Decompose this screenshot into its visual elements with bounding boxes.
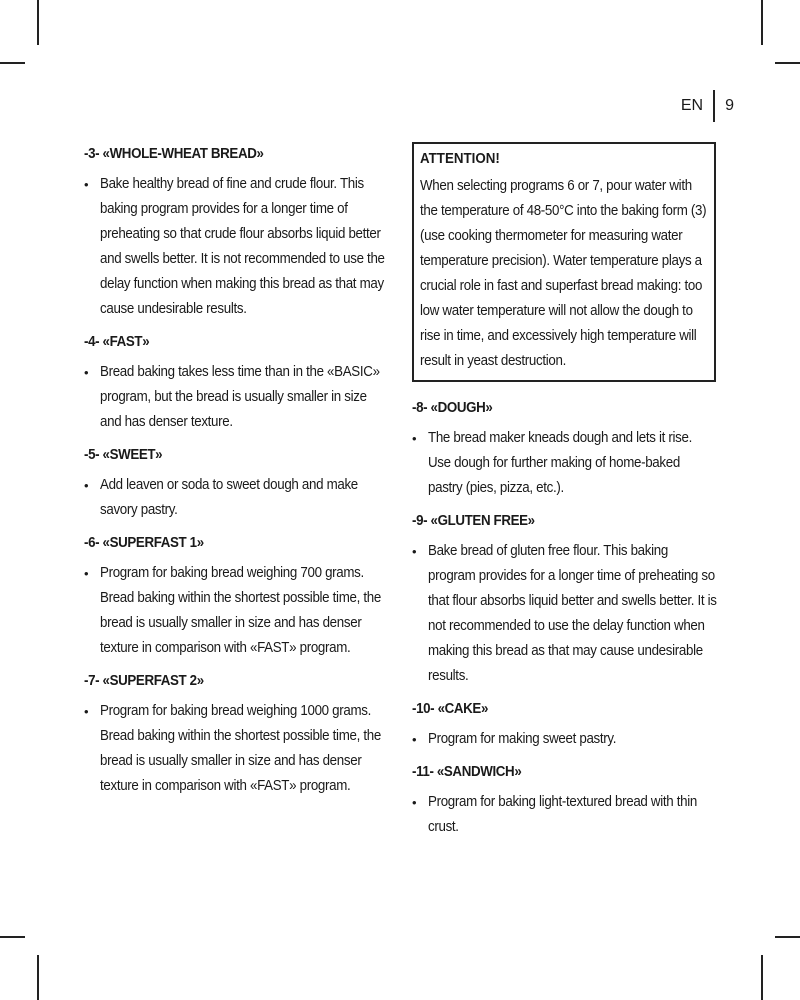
description-text: Bake bread of gluten free flour. This baking program provides for a longer time of preheating so that flour absorbs liquid better and swells better. It is not recommended to use the delay function when making this bread as that may cause undesirable results. xyxy=(428,543,717,684)
program-section xyxy=(84,142,390,322)
program-heading: -9- «GLUTEN FREE» xyxy=(412,513,535,529)
program-description xyxy=(84,561,390,661)
bullet-icon: • xyxy=(84,566,89,581)
bullet-icon: • xyxy=(412,544,417,559)
crop-mark-top-left-horizontal xyxy=(0,62,25,64)
program-description xyxy=(84,699,390,799)
program-section xyxy=(412,760,716,840)
page-header xyxy=(681,90,734,122)
crop-mark-top-right-horizontal xyxy=(775,62,800,64)
program-section xyxy=(412,509,716,689)
program-heading: -11- «SANDWICH» xyxy=(412,764,522,780)
description-text: Program for baking light-textured bread with thin crust. xyxy=(428,794,697,835)
program-heading: -10- «CAKE» xyxy=(412,701,489,717)
bullet-icon: • xyxy=(84,177,89,192)
attention-text: When selecting programs 6 or 7, pour water with the temperature of 48-50°C into the baking form (3) (use cooking thermometer for measuring water temperature precision). Water temperature plays a crucial role in fast and superfast bread making: too low water temperature will not allow the dough to rise in time, and excessively high temperature will result in yeast destruction. xyxy=(420,178,707,369)
bullet-icon: • xyxy=(84,704,89,719)
bullet-icon: • xyxy=(412,431,417,446)
crop-mark-bottom-left-vertical xyxy=(37,955,39,1000)
program-heading: -8- «DOUGH» xyxy=(412,400,493,416)
program-description xyxy=(412,790,716,840)
program-heading: -4- «FAST» xyxy=(84,334,150,350)
program-heading: -6- «SUPERFAST 1» xyxy=(84,535,204,551)
header-separator xyxy=(713,90,715,122)
program-section xyxy=(84,330,390,435)
description-text: Program for baking bread weighing 1000 grams. Bread baking within the shortest possible time, the bread is usually smaller in size and has denser texture in comparison with «FAST» program. xyxy=(100,703,381,794)
bullet-icon: • xyxy=(412,732,417,747)
description-text: The bread maker kneads dough and lets it rise. Use dough for further making of home-baked pastry (pies, pizza, etc.). xyxy=(428,430,693,496)
description-text: Add leaven or soda to sweet dough and make savory pastry. xyxy=(100,477,358,518)
program-section xyxy=(84,443,390,523)
program-description xyxy=(412,727,716,752)
description-text: Bake healthy bread of fine and crude flour. This baking program provides for a longer time of preheating so that crude flour absorbs liquid better and swells better. It is not recommended to use the delay function when making this bread as that may cause undesirable results. xyxy=(100,176,385,317)
program-section xyxy=(412,697,716,752)
bullet-icon: • xyxy=(84,478,89,493)
crop-mark-bottom-left-horizontal xyxy=(0,936,25,938)
attention-title: ATTENTION! xyxy=(420,151,500,167)
program-description xyxy=(412,426,716,501)
program-heading: -7- «SUPERFAST 2» xyxy=(84,673,204,689)
page-number: 9 xyxy=(725,97,734,114)
right-column xyxy=(412,142,716,840)
bullet-icon: • xyxy=(84,365,89,380)
bullet-icon: • xyxy=(412,795,417,810)
program-heading: -3- «WHOLE-WHEAT BREAD» xyxy=(84,146,264,162)
crop-mark-bottom-right-horizontal xyxy=(775,936,800,938)
program-description xyxy=(412,539,716,689)
program-description xyxy=(84,360,390,435)
attention-box xyxy=(412,142,716,382)
program-heading: -5- «SWEET» xyxy=(84,447,163,463)
program-section xyxy=(412,396,716,501)
description-text: Program for making sweet pastry. xyxy=(428,731,617,747)
crop-mark-top-left-vertical xyxy=(37,0,39,45)
program-section xyxy=(84,531,390,661)
language-code: EN xyxy=(680,97,704,114)
program-section xyxy=(84,669,390,799)
description-text: Program for baking bread weighing 700 grams. Bread baking within the shortest possible time, the bread is usually smaller in size and has denser texture in comparison with «FAST» program. xyxy=(100,565,381,656)
program-description xyxy=(84,473,390,523)
left-column xyxy=(84,142,390,799)
crop-mark-top-right-vertical xyxy=(761,0,763,45)
crop-mark-bottom-right-vertical xyxy=(761,955,763,1000)
program-description xyxy=(84,172,390,322)
description-text: Bread baking takes less time than in the «BASIC» program, but the bread is usually smaller in size and has denser texture. xyxy=(100,364,380,430)
